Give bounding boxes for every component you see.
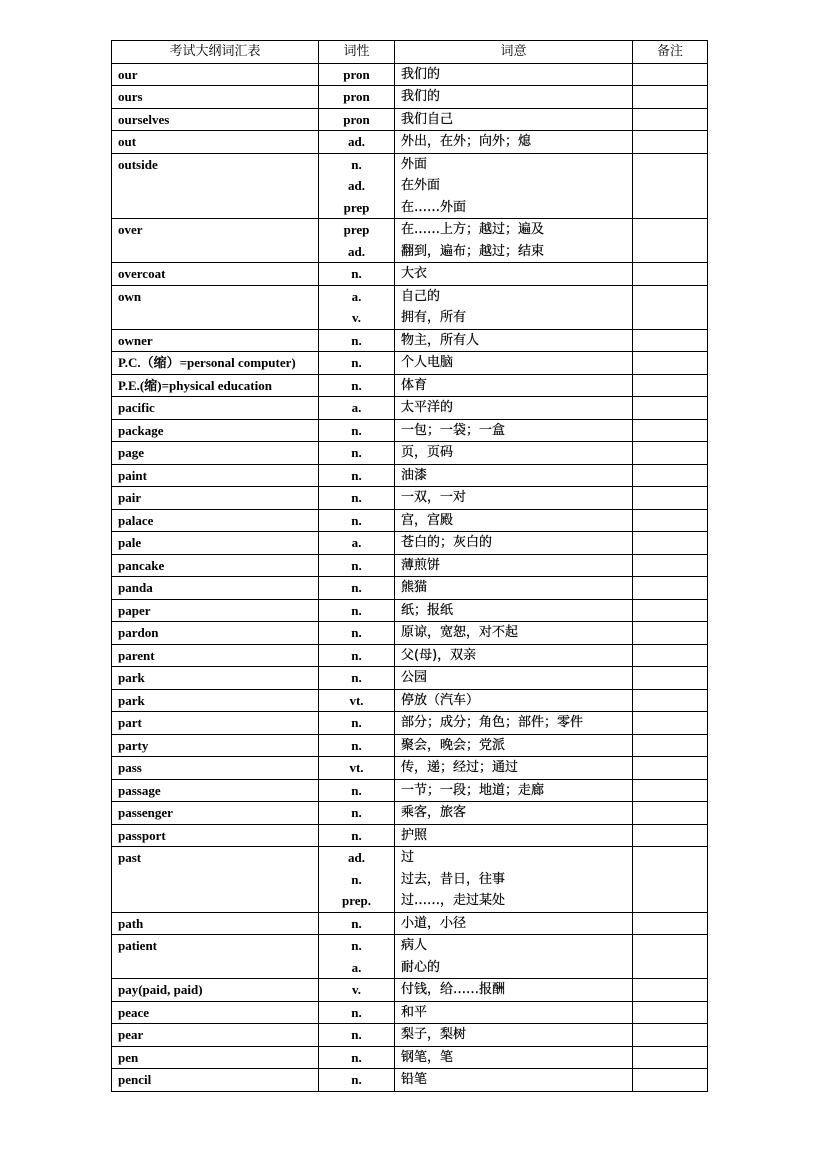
word-cell: pacific — [112, 397, 319, 420]
part-of-speech: ad. — [348, 178, 365, 193]
part-of-speech: n. — [351, 737, 362, 753]
meaning-cell — [395, 509, 633, 532]
table-row — [112, 509, 708, 532]
word-cell: overcoat — [112, 263, 319, 286]
word-cell: peace — [112, 1001, 319, 1024]
meaning-cell — [395, 1001, 633, 1024]
part-of-speech-cell — [319, 689, 395, 712]
part-of-speech-cell — [319, 263, 395, 286]
table-row — [112, 1024, 708, 1047]
meaning: 传，递；经过；通过 — [401, 760, 519, 775]
part-of-speech: n. — [351, 377, 362, 393]
part-of-speech-cell — [319, 734, 395, 757]
table-row — [112, 219, 708, 263]
meaning: 父(母)，双亲 — [401, 647, 477, 663]
table-row — [112, 912, 708, 935]
note-cell — [633, 599, 708, 622]
meaning-cell — [395, 712, 633, 735]
meaning: 宫，宫殿 — [401, 512, 454, 528]
word-cell: paper — [112, 599, 319, 622]
meaning-cell — [395, 802, 633, 825]
meaning: 梨子，梨树 — [401, 1027, 467, 1042]
part-of-speech: prep — [343, 222, 370, 237]
meaning: 乘客，旅客 — [401, 805, 467, 820]
table-row — [112, 153, 708, 219]
note-cell — [633, 1001, 708, 1024]
table-row — [112, 329, 708, 352]
part-of-speech: n. — [351, 871, 362, 887]
word-cell: outside — [112, 153, 319, 219]
part-of-speech-cell — [319, 1046, 395, 1069]
part-of-speech: n. — [351, 266, 362, 281]
meaning: 页，页码 — [401, 445, 454, 460]
word-cell: passport — [112, 824, 319, 847]
part-of-speech-cell — [319, 757, 395, 780]
meaning-cell — [395, 667, 633, 690]
meaning: 停放（汽车） — [401, 692, 480, 708]
meaning: 拥有，所有 — [401, 310, 467, 325]
word-cell: our — [112, 63, 319, 86]
word-cell: party — [112, 734, 319, 757]
meaning-cell — [395, 912, 633, 935]
table-row — [112, 935, 708, 979]
part-of-speech-cell — [319, 935, 395, 979]
word-cell: pancake — [112, 554, 319, 577]
part-of-speech: n. — [351, 512, 362, 528]
note-cell — [633, 532, 708, 555]
word-cell: owner — [112, 329, 319, 352]
table-row — [112, 712, 708, 735]
note-cell — [633, 397, 708, 420]
table-row — [112, 667, 708, 690]
meaning: 付钱，给……报酬 — [401, 982, 506, 997]
note-cell — [633, 352, 708, 375]
word-cell: parent — [112, 644, 319, 667]
meaning-cell — [395, 599, 633, 622]
note-cell — [633, 757, 708, 780]
note-cell — [633, 577, 708, 600]
note-cell — [633, 63, 708, 86]
word-cell: park — [112, 689, 319, 712]
part-of-speech-cell — [319, 285, 395, 329]
note-cell — [633, 667, 708, 690]
meaning: 个人电脑 — [401, 355, 454, 370]
part-of-speech: ad. — [348, 134, 365, 149]
word-cell: patient — [112, 935, 319, 979]
meaning: 一双，一对 — [401, 490, 467, 505]
part-of-speech: n. — [351, 422, 362, 438]
meaning: 耐心的 — [401, 959, 441, 975]
meaning-cell — [395, 86, 633, 109]
table-row — [112, 757, 708, 780]
part-of-speech-cell — [319, 131, 395, 154]
part-of-speech: n. — [351, 1072, 362, 1087]
note-cell — [633, 419, 708, 442]
header-word: 考试大纲词汇表 — [112, 41, 319, 64]
header-part-of-speech: 词性 — [319, 41, 395, 64]
meaning-cell — [395, 131, 633, 154]
meaning: 外出，在外；向外；熄 — [401, 134, 532, 149]
part-of-speech: n. — [351, 580, 362, 595]
meaning: 铅笔 — [401, 1072, 428, 1087]
table-row — [112, 824, 708, 847]
note-cell — [633, 824, 708, 847]
part-of-speech-cell — [319, 979, 395, 1002]
word-cell: page — [112, 442, 319, 465]
part-of-speech-cell — [319, 712, 395, 735]
note-cell — [633, 153, 708, 219]
note-cell — [633, 442, 708, 465]
part-of-speech: vt. — [349, 760, 364, 775]
table-row — [112, 108, 708, 131]
meaning: 我们的 — [401, 89, 441, 104]
word-cell: pencil — [112, 1069, 319, 1092]
note-cell — [633, 464, 708, 487]
part-of-speech-cell — [319, 1024, 395, 1047]
meaning-cell — [395, 1046, 633, 1069]
word-cell: pair — [112, 487, 319, 510]
part-of-speech: n. — [351, 557, 362, 573]
word-cell: pardon — [112, 622, 319, 645]
table-row — [112, 622, 708, 645]
table-row — [112, 599, 708, 622]
meaning-cell — [395, 153, 633, 219]
part-of-speech: n. — [351, 490, 362, 505]
meaning-cell — [395, 757, 633, 780]
table-row — [112, 644, 708, 667]
meaning: 过……，走过某处 — [401, 893, 506, 908]
meaning-cell — [395, 847, 633, 913]
part-of-speech: ad. — [348, 243, 365, 259]
part-of-speech: n. — [351, 782, 362, 798]
note-cell — [633, 912, 708, 935]
part-of-speech: pron — [343, 89, 370, 104]
table-row — [112, 442, 708, 465]
part-of-speech: n. — [351, 156, 362, 172]
meaning-cell — [395, 644, 633, 667]
part-of-speech: n. — [351, 827, 362, 843]
part-of-speech: n. — [351, 915, 362, 931]
header-row — [112, 41, 708, 64]
meaning: 原谅，宽恕，对不起 — [401, 625, 519, 640]
meaning-cell — [395, 108, 633, 131]
meaning-cell — [395, 419, 633, 442]
part-of-speech-cell — [319, 779, 395, 802]
table-row — [112, 374, 708, 397]
meaning: 我们的 — [401, 66, 441, 82]
meaning: 大衣 — [401, 266, 428, 281]
note-cell — [633, 263, 708, 286]
meaning: 公园 — [401, 670, 428, 685]
part-of-speech-cell — [319, 464, 395, 487]
table-row — [112, 1001, 708, 1024]
meaning: 小道，小径 — [401, 915, 467, 931]
word-cell: ourselves — [112, 108, 319, 131]
note-cell — [633, 219, 708, 263]
note-cell — [633, 979, 708, 1002]
table-row — [112, 131, 708, 154]
meaning: 护照 — [401, 827, 428, 843]
meaning-cell — [395, 935, 633, 979]
vocabulary-table — [111, 40, 708, 1092]
part-of-speech: v. — [351, 310, 362, 325]
meaning: 在外面 — [401, 178, 441, 193]
table-row — [112, 979, 708, 1002]
note-cell — [633, 86, 708, 109]
note-cell — [633, 108, 708, 131]
meaning: 在……上方；越过；遍及 — [401, 222, 545, 237]
part-of-speech: n. — [351, 938, 362, 953]
part-of-speech-cell — [319, 847, 395, 913]
part-of-speech-cell — [319, 329, 395, 352]
part-of-speech-cell — [319, 108, 395, 131]
meaning-cell — [395, 577, 633, 600]
table-row — [112, 63, 708, 86]
part-of-speech-cell — [319, 912, 395, 935]
note-cell — [633, 779, 708, 802]
meaning: 薄煎饼 — [401, 557, 441, 573]
vocabulary-rows — [112, 63, 708, 1091]
meaning: 一包；一袋；一盒 — [401, 422, 506, 438]
part-of-speech: n. — [351, 1049, 362, 1065]
part-of-speech: n. — [351, 625, 362, 640]
table-row — [112, 802, 708, 825]
meaning: 聚会，晚会；党派 — [401, 737, 506, 753]
note-cell — [633, 509, 708, 532]
part-of-speech: n. — [351, 355, 362, 370]
part-of-speech-cell — [319, 442, 395, 465]
table-row — [112, 577, 708, 600]
meaning: 外面 — [401, 156, 428, 172]
part-of-speech: a. — [351, 288, 362, 304]
meaning: 过 — [401, 850, 415, 865]
table-row — [112, 1046, 708, 1069]
word-cell: part — [112, 712, 319, 735]
meaning-cell — [395, 734, 633, 757]
table-row — [112, 554, 708, 577]
meaning: 纸；报纸 — [401, 602, 454, 618]
word-cell: P.C.（缩）=personal computer) — [112, 352, 319, 375]
meaning-cell — [395, 779, 633, 802]
word-cell: passage — [112, 779, 319, 802]
part-of-speech: vt. — [349, 692, 364, 708]
word-cell: past — [112, 847, 319, 913]
meaning: 病人 — [401, 938, 428, 953]
table-row — [112, 1069, 708, 1092]
word-cell: pay(paid, paid) — [112, 979, 319, 1002]
part-of-speech-cell — [319, 63, 395, 86]
meaning: 钢笔，笔 — [401, 1049, 454, 1065]
part-of-speech-cell — [319, 554, 395, 577]
word-cell: passenger — [112, 802, 319, 825]
meaning-cell — [395, 464, 633, 487]
meaning: 翻到，遍布；越过；结束 — [401, 243, 545, 259]
table-row — [112, 263, 708, 286]
table-row — [112, 487, 708, 510]
meaning: 油漆 — [401, 467, 428, 483]
table-row — [112, 397, 708, 420]
meaning-cell — [395, 63, 633, 86]
note-cell — [633, 131, 708, 154]
part-of-speech: n. — [351, 602, 362, 618]
part-of-speech-cell — [319, 577, 395, 600]
meaning: 一节；一段；地道；走廊 — [401, 782, 545, 798]
word-cell: palace — [112, 509, 319, 532]
word-cell: out — [112, 131, 319, 154]
table-row — [112, 734, 708, 757]
meaning-cell — [395, 532, 633, 555]
part-of-speech: n. — [351, 467, 362, 483]
note-cell — [633, 622, 708, 645]
meaning-cell — [395, 1069, 633, 1092]
part-of-speech: n. — [351, 1027, 362, 1042]
meaning-cell — [395, 285, 633, 329]
word-cell: package — [112, 419, 319, 442]
note-cell — [633, 847, 708, 913]
word-cell: pass — [112, 757, 319, 780]
header-note: 备注 — [633, 41, 708, 64]
part-of-speech: n. — [351, 445, 362, 460]
part-of-speech: a. — [351, 535, 362, 550]
meaning-cell — [395, 1024, 633, 1047]
part-of-speech: n. — [351, 647, 362, 663]
note-cell — [633, 689, 708, 712]
meaning-cell — [395, 352, 633, 375]
meaning-cell — [395, 374, 633, 397]
part-of-speech-cell — [319, 153, 395, 219]
word-cell: over — [112, 219, 319, 263]
meaning-cell — [395, 442, 633, 465]
word-cell: P.E.(缩)=physical education — [112, 374, 319, 397]
note-cell — [633, 1069, 708, 1092]
meaning-cell — [395, 622, 633, 645]
part-of-speech: v. — [351, 982, 362, 997]
meaning: 物主，所有人 — [401, 332, 480, 348]
part-of-speech: a. — [351, 959, 362, 975]
table-row — [112, 285, 708, 329]
meaning: 和平 — [401, 1004, 428, 1020]
meaning-cell — [395, 689, 633, 712]
table-row — [112, 689, 708, 712]
table-row — [112, 419, 708, 442]
word-cell: paint — [112, 464, 319, 487]
table-row — [112, 779, 708, 802]
part-of-speech-cell — [319, 599, 395, 622]
part-of-speech-cell — [319, 419, 395, 442]
meaning: 我们自己 — [401, 111, 454, 127]
part-of-speech: n. — [351, 1004, 362, 1020]
table-row — [112, 86, 708, 109]
note-cell — [633, 285, 708, 329]
part-of-speech: n. — [351, 715, 362, 730]
meaning: 自己的 — [401, 288, 441, 304]
meaning-cell — [395, 979, 633, 1002]
meaning: 过去，昔日，往事 — [401, 871, 506, 887]
part-of-speech: pron — [343, 111, 370, 127]
meaning-cell — [395, 219, 633, 263]
part-of-speech-cell — [319, 397, 395, 420]
note-cell — [633, 712, 708, 735]
note-cell — [633, 935, 708, 979]
vocabulary-sheet — [111, 40, 708, 1092]
word-cell: ours — [112, 86, 319, 109]
note-cell — [633, 487, 708, 510]
meaning-cell — [395, 824, 633, 847]
part-of-speech-cell — [319, 1069, 395, 1092]
part-of-speech-cell — [319, 219, 395, 263]
part-of-speech: n. — [351, 332, 362, 348]
part-of-speech-cell — [319, 86, 395, 109]
part-of-speech: pron — [343, 66, 370, 82]
meaning-cell — [395, 397, 633, 420]
part-of-speech-cell — [319, 487, 395, 510]
note-cell — [633, 554, 708, 577]
part-of-speech-cell — [319, 622, 395, 645]
meaning-cell — [395, 263, 633, 286]
meaning-cell — [395, 554, 633, 577]
part-of-speech-cell — [319, 667, 395, 690]
part-of-speech: prep. — [341, 893, 371, 908]
meaning-cell — [395, 487, 633, 510]
word-cell: pen — [112, 1046, 319, 1069]
note-cell — [633, 644, 708, 667]
part-of-speech-cell — [319, 374, 395, 397]
word-cell: own — [112, 285, 319, 329]
part-of-speech: ad. — [348, 850, 365, 865]
table-row — [112, 464, 708, 487]
table-row — [112, 532, 708, 555]
note-cell — [633, 374, 708, 397]
note-cell — [633, 329, 708, 352]
part-of-speech: n. — [351, 805, 362, 820]
word-cell: park — [112, 667, 319, 690]
part-of-speech-cell — [319, 644, 395, 667]
table-row — [112, 847, 708, 913]
word-cell: pear — [112, 1024, 319, 1047]
word-cell: path — [112, 912, 319, 935]
note-cell — [633, 734, 708, 757]
part-of-speech: n. — [351, 670, 362, 685]
note-cell — [633, 1046, 708, 1069]
part-of-speech: prep — [343, 199, 370, 215]
table-row — [112, 352, 708, 375]
word-cell: pale — [112, 532, 319, 555]
meaning: 在……外面 — [401, 199, 467, 215]
part-of-speech-cell — [319, 352, 395, 375]
part-of-speech-cell — [319, 509, 395, 532]
word-cell: panda — [112, 577, 319, 600]
note-cell — [633, 1024, 708, 1047]
part-of-speech-cell — [319, 802, 395, 825]
meaning-cell — [395, 329, 633, 352]
header-meaning: 词意 — [395, 41, 633, 64]
part-of-speech-cell — [319, 824, 395, 847]
meaning: 太平洋的 — [401, 400, 454, 415]
part-of-speech: a. — [351, 400, 362, 415]
meaning: 熊猫 — [401, 580, 428, 595]
meaning: 部分；成分；角色；部件；零件 — [401, 715, 584, 730]
meaning: 苍白的；灰白的 — [401, 535, 493, 550]
part-of-speech-cell — [319, 1001, 395, 1024]
part-of-speech-cell — [319, 532, 395, 555]
note-cell — [633, 802, 708, 825]
meaning: 体育 — [401, 377, 428, 393]
